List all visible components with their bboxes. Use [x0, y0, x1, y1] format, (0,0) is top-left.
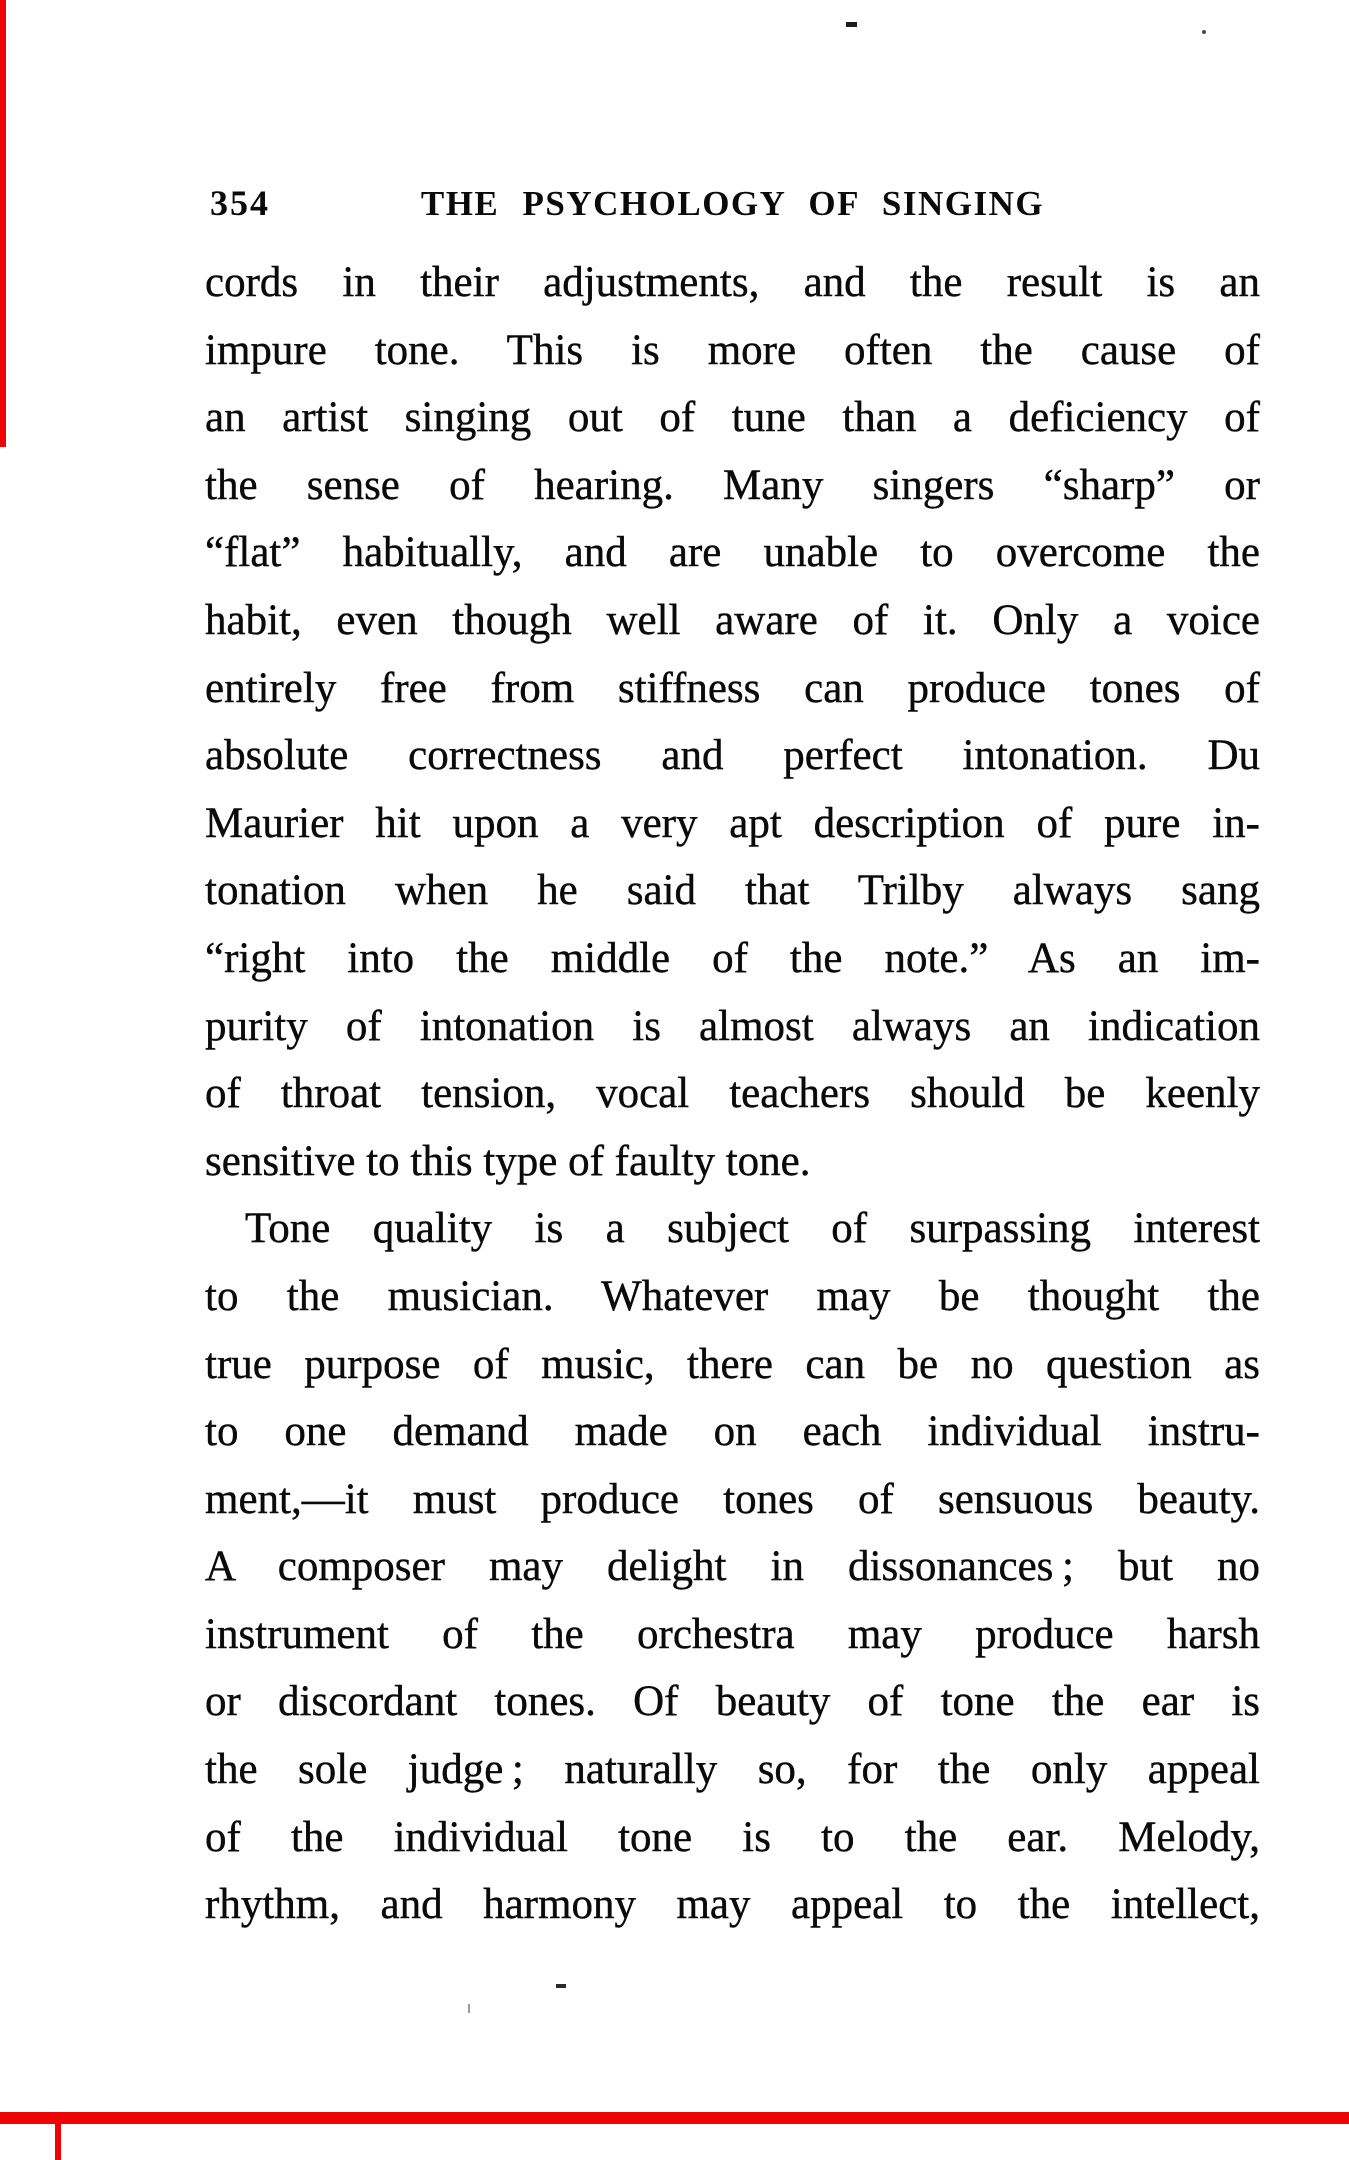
text-line: “right into the middle of the note.” As an im- [205, 934, 1260, 982]
page-number: 354 [210, 183, 270, 223]
text-line: entirely free from stiffness can produce tones of [205, 664, 1260, 712]
scan-artifact-bottom-red-line [0, 2112, 1349, 2124]
text-line: tonation when he said that Trilby always sang [205, 867, 1260, 915]
text-line: impure tone. This is more often the cause of [205, 326, 1260, 374]
ink-speck [468, 2004, 470, 2013]
text-line: Maurier hit upon a very apt description of pure in- [205, 799, 1260, 847]
ink-speck [1202, 30, 1206, 34]
running-head-title: THE PSYCHOLOGY OF SINGING [420, 184, 1045, 223]
ink-speck [846, 22, 857, 27]
text-line: the sole judge ; naturally so, for the only appeal [205, 1746, 1260, 1794]
text-line: absolute correctness and perfect intonation. Du [205, 732, 1260, 780]
text-line: an artist singing out of tune than a deficiency of [205, 394, 1260, 442]
scan-artifact-bottom-left-red-tick [55, 2124, 61, 2160]
text-line: habit, even though well aware of it. Only a voice [205, 596, 1260, 644]
text-line: of the individual tone is to the ear. Melody, [205, 1813, 1260, 1861]
text-line-paragraph-start: Tone quality is a subject of surpassing interest [245, 1205, 1260, 1253]
text-line: to the musician. Whatever may be thought the [205, 1272, 1260, 1320]
text-line: or discordant tones. Of beauty of tone the ear is [205, 1678, 1260, 1726]
text-line: cords in their adjustments, and the result is an [205, 259, 1260, 306]
text-line: to one demand made on each individual instru- [205, 1408, 1260, 1456]
body-text [205, 249, 1260, 1939]
scan-artifact-left-red-line [0, 0, 6, 447]
ink-speck [556, 1984, 566, 1988]
text-line: sensitive to this type of faulty tone. [205, 1137, 811, 1185]
text-line: instrument of the orchestra may produce harsh [205, 1610, 1260, 1658]
text-line: ment,—it must produce tones of sensuous beauty. [205, 1475, 1260, 1523]
text-line: of throat tension, vocal teachers should be keenly [205, 1070, 1260, 1118]
text-line: A composer may delight in dissonances ; but no [205, 1543, 1260, 1591]
text-line: the sense of hearing. Many singers “sharp” or [205, 461, 1260, 509]
text-line: purity of intonation is almost always an indication [205, 1002, 1260, 1050]
running-head [205, 183, 1260, 227]
text-line: “flat” habitually, and are unable to overcome the [205, 529, 1260, 577]
text-line: true purpose of music, there can be no question as [205, 1340, 1260, 1388]
text-line: rhythm, and harmony may appeal to the intellect, [205, 1881, 1260, 1929]
